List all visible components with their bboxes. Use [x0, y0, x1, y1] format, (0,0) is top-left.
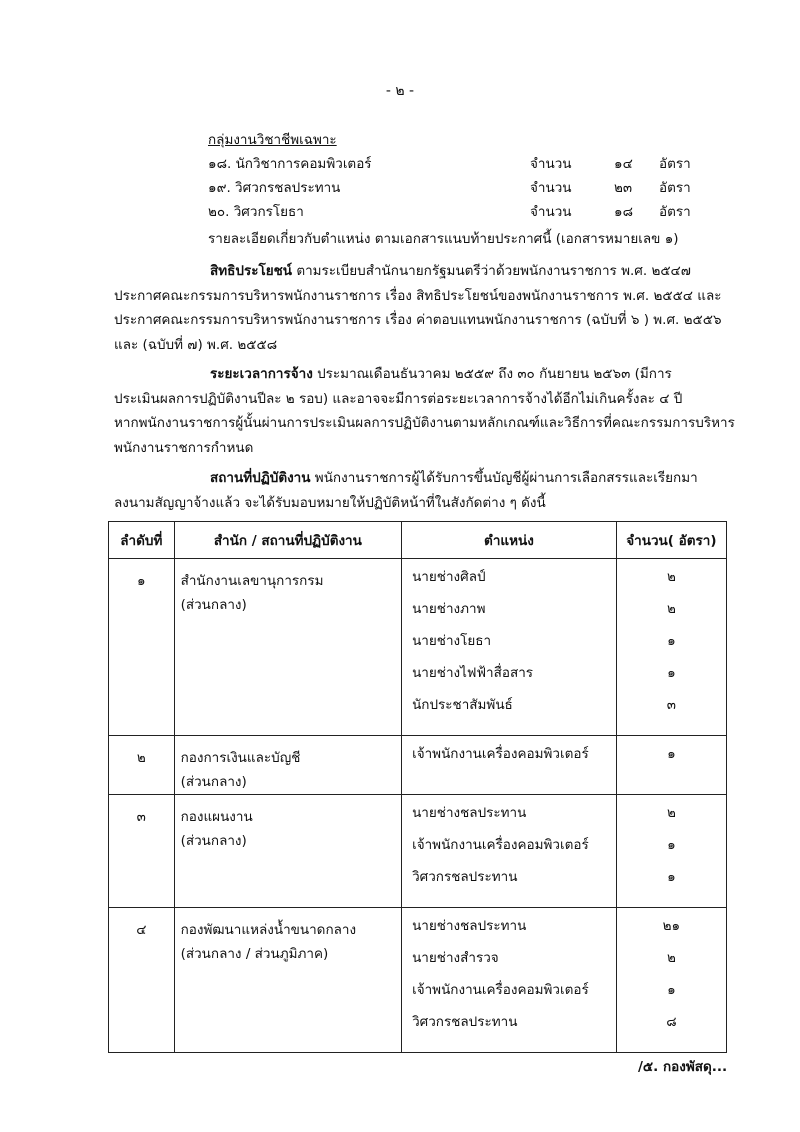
- count-item: ๑: [667, 665, 676, 681]
- row-positions: [402, 795, 617, 908]
- count-item: ๑: [667, 869, 676, 885]
- position-count: ๑๔: [614, 156, 633, 172]
- row-no: ๒: [109, 736, 175, 795]
- position-item: นายช่างภาพ: [412, 601, 486, 617]
- detail-line: รายละเอียดเกี่ยวกับตำแหน่ง ตามเอกสารแนบท้ายประกาศนี้ (เอกสารหมายเลข ๑): [208, 231, 679, 247]
- table-header-row: [109, 522, 727, 559]
- count-item: ๑: [667, 982, 676, 998]
- row-positions: [402, 908, 617, 1053]
- employment-period-paragraph: [114, 362, 735, 460]
- position-item: นายช่างไฟฟ้าสื่อสาร: [412, 665, 534, 681]
- position-item: เจ้าพนักงานเครื่องคอมพิวเตอร์: [412, 837, 589, 853]
- count-item: ๑: [667, 746, 676, 762]
- office-table: [108, 521, 727, 1053]
- office-name: กองพัฒนาแหล่งน้ำขนาดกลาง: [180, 922, 357, 938]
- office-name: สำนักงานเลขานุการกรม: [180, 573, 324, 589]
- count-item: ๑: [667, 837, 676, 853]
- row-office: [174, 908, 401, 1053]
- position-item: นายช่างโยธา: [412, 633, 492, 649]
- benefits-paragraph: [114, 259, 728, 357]
- position-item: นายช่างชลประทาน: [412, 805, 527, 821]
- employment-period-line: [114, 362, 728, 387]
- page-number: - ๒ -: [385, 83, 415, 99]
- position-unit: จำนวน: [530, 204, 572, 220]
- count-item: ๒: [666, 601, 676, 617]
- position-item: เจ้าพนักงานเครื่องคอมพิวเตอร์: [412, 982, 589, 998]
- workplace-text: พนักงานราชการผู้ได้รับการขึ้นบัญชีผู้ผ่านการเลือกสรรและเรียกมา: [314, 470, 698, 486]
- workplace-line: ลงนามสัญญาจ้างแล้ว จะได้รับมอบหมายให้ปฏิบัติหน้าที่ในสังกัดต่าง ๆ ดังนี้: [114, 494, 546, 511]
- position-name: ๒๐. วิศวกรโยธา: [208, 204, 304, 220]
- employment-period-text: ประมาณเดือนธันวาคม ๒๕๕๙ ถึง ๓๐ กันยายน ๒๕๖๓ (มีการ: [317, 366, 672, 382]
- table-row: [109, 908, 727, 1053]
- count-item: ๓: [666, 697, 677, 713]
- count-item: ๒๑: [662, 918, 681, 934]
- position-rate: อัตรา: [659, 204, 691, 220]
- benefits-text: ตามระเบียบสำนักนายกรัฐมนตรีว่าด้วยพนักงานราชการ พ.ศ. ๒๕๔๗: [296, 263, 691, 279]
- workplace-line: [114, 466, 728, 491]
- count-item: ๒: [666, 805, 676, 821]
- office-scope: (ส่วนกลาง / ส่วนภูมิภาค): [180, 946, 329, 962]
- header-no: ลำดับที่: [109, 522, 175, 559]
- row-counts: [616, 908, 726, 1053]
- table-row: [109, 736, 727, 795]
- position-item: วิศวกรชลประทาน: [412, 869, 518, 885]
- count-item: ๘: [666, 1014, 677, 1030]
- benefits-line: ประกาศคณะกรรมการบริหารพนักงานราชการ เรื่อง สิทธิประโยชน์ของพนักงานราชการ พ.ศ. ๒๕๕๔ และ: [114, 287, 722, 304]
- continuation-note: /๕. กองพัสดุ...: [638, 1059, 728, 1075]
- header-office: สำนัก / สถานที่ปฏิบัติงาน: [174, 522, 401, 559]
- row-office: [174, 736, 401, 795]
- benefits-heading: สิทธิประโยชน์: [210, 263, 293, 279]
- position-rate: อัตรา: [659, 156, 691, 172]
- table-row: [109, 795, 727, 908]
- benefits-line: และ (ฉบับที่ ๗) พ.ศ. ๒๕๕๘: [114, 336, 278, 353]
- row-positions: [402, 559, 617, 736]
- count-item: ๑: [667, 633, 676, 649]
- row-office: [174, 559, 401, 736]
- row-office: [174, 795, 401, 908]
- table-row: [109, 559, 727, 736]
- count-item: ๒: [666, 569, 676, 585]
- row-positions: [402, 736, 617, 795]
- workplace-heading: สถานที่ปฏิบัติงาน: [210, 470, 311, 486]
- count-item: ๒: [666, 950, 676, 966]
- office-scope: (ส่วนกลาง): [180, 597, 247, 613]
- position-item: เจ้าพนักงานเครื่องคอมพิวเตอร์: [412, 746, 589, 762]
- position-count: ๒๓: [614, 180, 633, 196]
- position-item: นักประชาสัมพันธ์: [412, 697, 513, 713]
- employment-period-line: พนักงานราชการกำหนด: [114, 439, 254, 456]
- employment-period-line: ประเมินผลการปฏิบัติงานปีละ ๒ รอบ) และอาจจะมีการต่อระยะเวลาการจ้างได้อีกไม่เกินครั้งละ ๔ ปี: [114, 390, 683, 407]
- row-no: ๓: [109, 795, 175, 908]
- position-item: นายช่างชลประทาน: [412, 918, 527, 934]
- benefits-line: [114, 259, 728, 284]
- position-item: วิศวกรชลประทาน: [412, 1014, 518, 1030]
- position-unit: จำนวน: [530, 180, 572, 196]
- row-no: ๑: [109, 559, 175, 736]
- position-item: นายช่างสำรวจ: [412, 950, 499, 966]
- position-rate: อัตรา: [659, 180, 691, 196]
- position-unit: จำนวน: [530, 156, 572, 172]
- office-name: กองการเงินและบัญชี: [180, 750, 301, 766]
- group-title: กลุ่มงานวิชาชีพเฉพาะ: [208, 132, 337, 148]
- office-name: กองแผนงาน: [180, 809, 253, 825]
- position-name: ๑๘. นักวิชาการคอมพิวเตอร์: [208, 156, 372, 172]
- row-counts: [616, 736, 726, 795]
- employment-period-heading: ระยะเวลาการจ้าง: [210, 366, 313, 382]
- workplace-paragraph: [114, 466, 728, 515]
- header-count: จำนวน( อัตรา): [616, 522, 726, 559]
- row-counts: [616, 795, 726, 908]
- row-counts: [616, 559, 726, 736]
- position-count: ๑๘: [614, 204, 633, 220]
- employment-period-line: หากพนักงานราชการผู้นั้นผ่านการประเมินผลการปฏิบัติงานตามหลักเกณฑ์และวิธีการที่คณะกรรมการบริหาร: [114, 415, 735, 431]
- office-scope: (ส่วนกลาง): [180, 833, 247, 849]
- office-scope: (ส่วนกลาง): [180, 774, 247, 790]
- position-name: ๑๙. วิศวกรชลประทาน: [208, 180, 341, 196]
- row-no: ๔: [109, 908, 175, 1053]
- position-item: นายช่างศิลป์: [412, 569, 486, 585]
- benefits-line: ประกาศคณะกรรมการบริหารพนักงานราชการ เรื่อง ค่าตอบแทนพนักงานราชการ (ฉบับที่ ๖ ) พ.ศ. ๒๕๕๖: [114, 312, 722, 328]
- header-position: ตำแหน่ง: [402, 522, 617, 559]
